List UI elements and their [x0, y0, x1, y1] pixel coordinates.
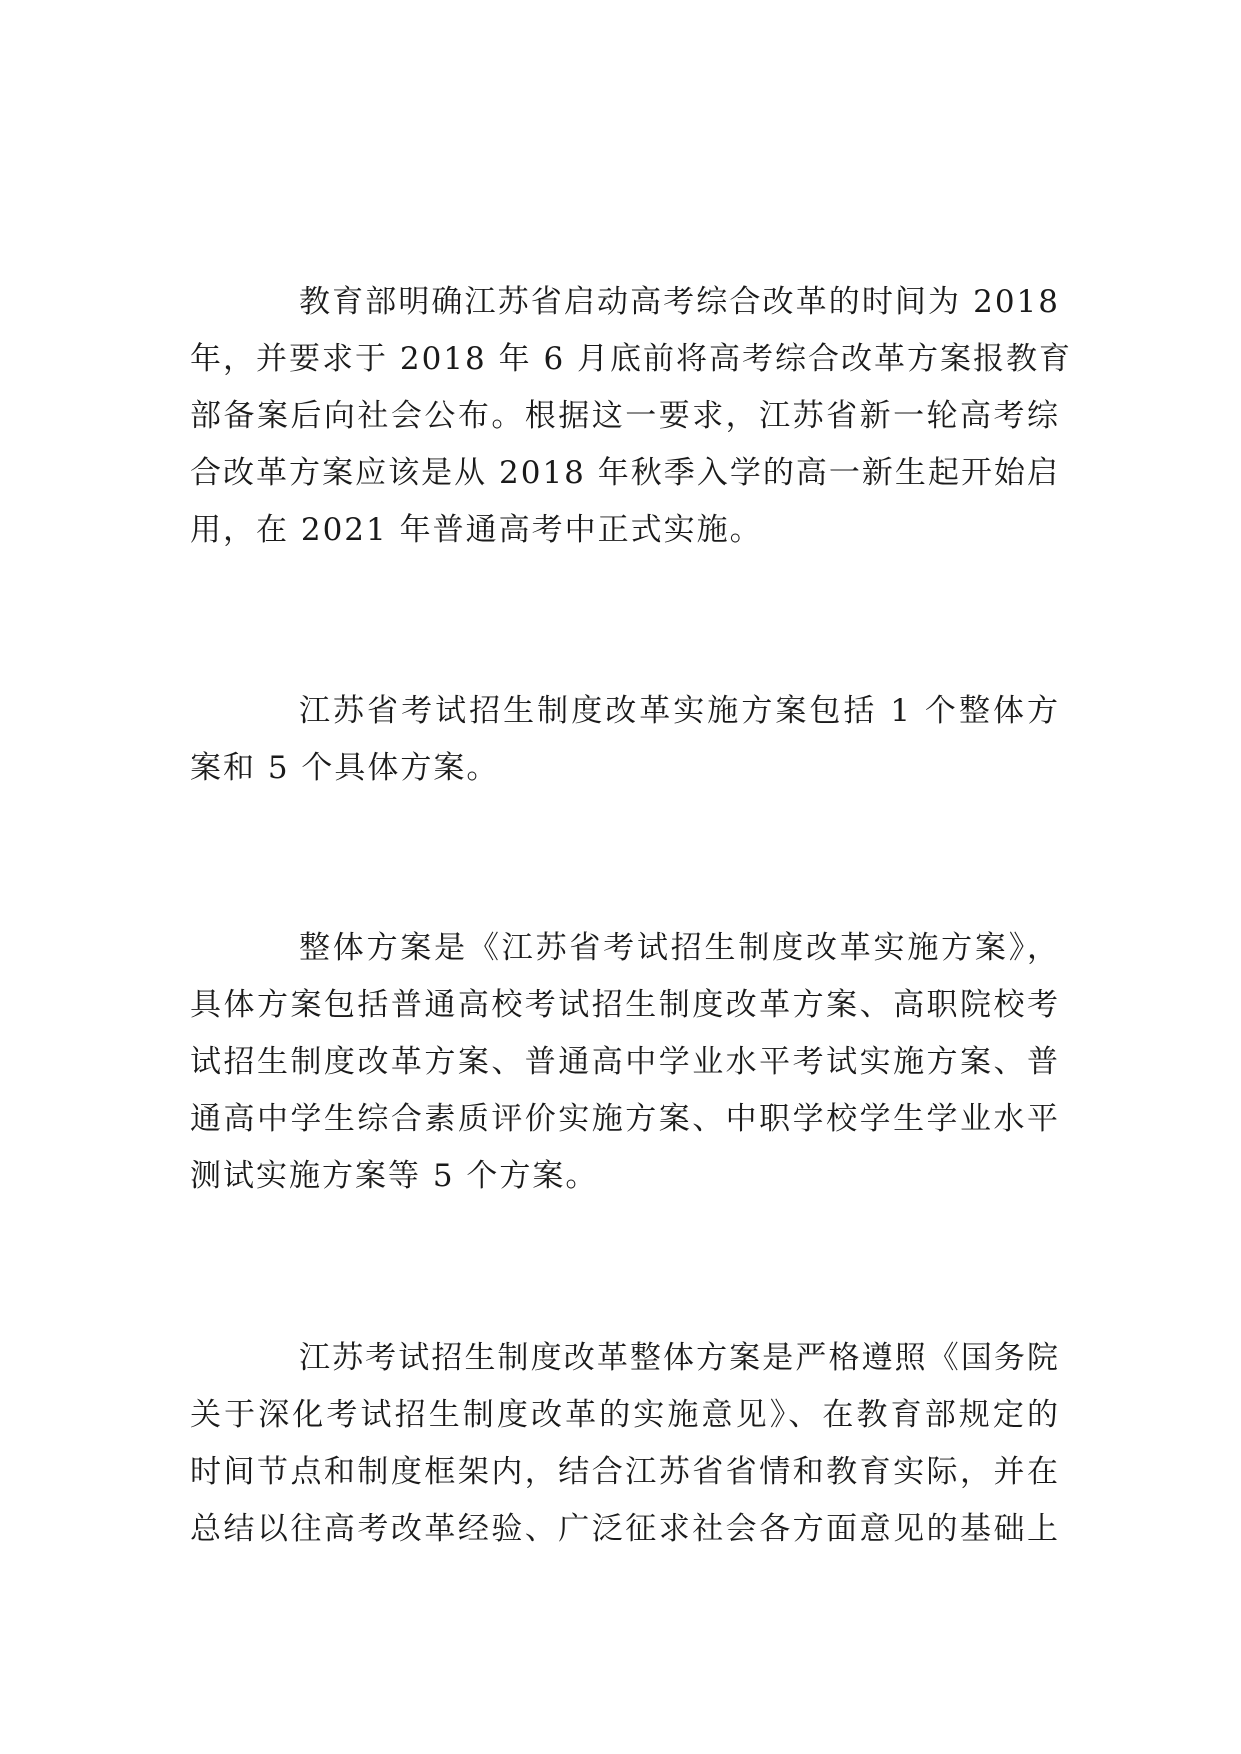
paragraph-line: 部备案后向社会公布。根据这一要求，江苏省新一轮高考综: [190, 398, 1060, 434]
paragraph-line: 试招生制度改革方案、普通高中学业水平考试实施方案、普: [190, 1044, 1060, 1080]
paragraph-line: 具体方案包括普通高校考试招生制度改革方案、高职院校考: [190, 987, 1060, 1023]
paragraph-plan-details: [190, 920, 1060, 1205]
paragraph-line: 用，在 2021 年普通高考中正式实施。: [190, 512, 763, 548]
paragraph-line: 案和 5 个具体方案。: [190, 750, 500, 786]
paragraph-line: 年，并要求于 2018 年 6 月底前将高考综合改革方案报教育: [190, 341, 1073, 377]
paragraph-plan-composition: [190, 683, 1060, 797]
paragraph-overall-plan-basis: [190, 1330, 1060, 1558]
paragraph-line: 总结以往高考改革经验、广泛征求社会各方面意见的基础上: [190, 1511, 1060, 1547]
paragraph-line: 时间节点和制度框架内，结合江苏省省情和教育实际，并在: [190, 1454, 1060, 1490]
paragraph-line: 通高中学生综合素质评价实施方案、中职学校学生学业水平: [190, 1101, 1060, 1137]
paragraph-line: 测试实施方案等 5 个方案。: [190, 1158, 599, 1194]
paragraph-gaokao-reform-timeline: [190, 274, 1073, 559]
paragraph-line: 江苏省考试招生制度改革实施方案包括 1 个整体方: [299, 693, 1060, 729]
paragraph-line: 江苏考试招生制度改革整体方案是严格遵照《国务院: [299, 1340, 1060, 1376]
paragraph-line: 教育部明确江苏省启动高考综合改革的时间为 2018: [299, 284, 1060, 320]
paragraph-line: 关于深化考试招生制度改革的实施意见》、在教育部规定的: [190, 1397, 1060, 1433]
paragraph-line: 整体方案是《江苏省考试招生制度改革实施方案》，: [299, 930, 1060, 966]
paragraph-line: 合改革方案应该是从 2018 年秋季入学的高一新生起开始启: [190, 455, 1060, 491]
